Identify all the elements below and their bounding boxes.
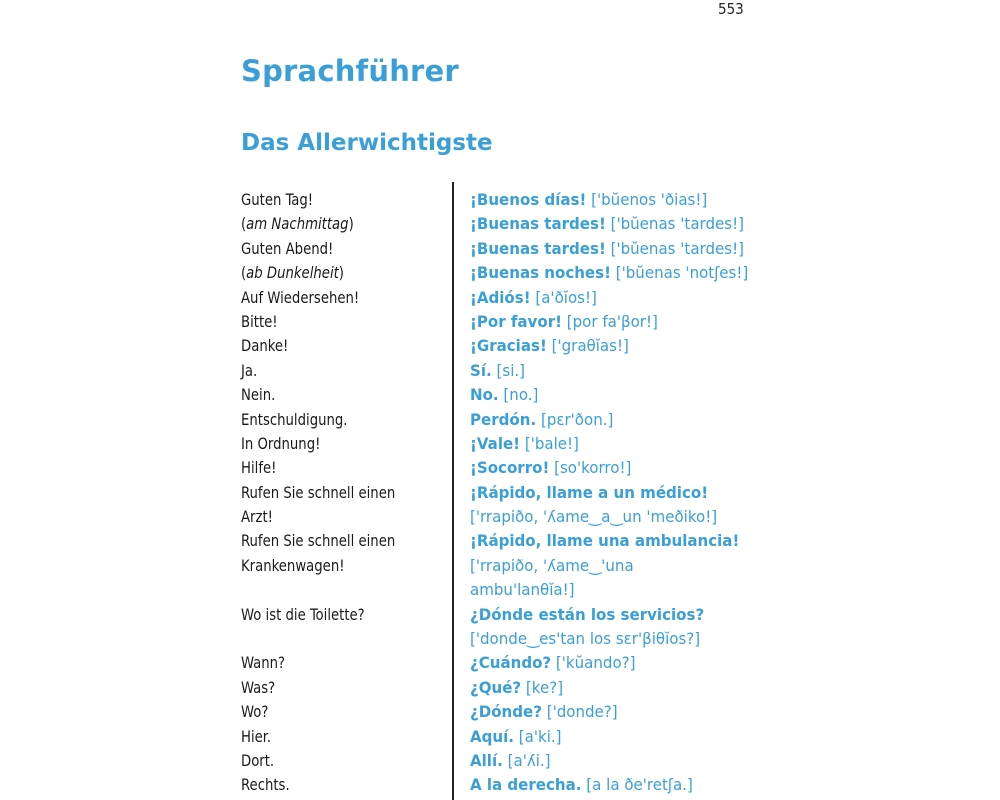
pronunciation: ['bŭenas 'tardes!] [605, 214, 744, 234]
german-phrase: In Ordnung! [241, 433, 321, 453]
spanish-phrase [470, 456, 940, 480]
spanish-translation: A la derecha. [470, 775, 582, 795]
german-phrase: Entschuldigung. [241, 409, 348, 429]
german-note-paren: ( [241, 263, 247, 283]
spanish-phrase [470, 603, 940, 627]
spanish-phrase [470, 773, 940, 797]
spanish-phrase [470, 725, 940, 749]
column-divider [452, 182, 454, 800]
pronunciation: [a la ðe'retʃa.] [581, 775, 693, 795]
pronunciation: [a'ki.] [513, 726, 562, 746]
spanish-translation: ¡Gracias! [470, 336, 547, 356]
pronunciation: [a'ʎi.] [502, 750, 551, 770]
spanish-translation: ¡Adiós! [470, 287, 531, 307]
german-phrase [241, 578, 430, 602]
spanish-translation: ¡Por favor! [470, 311, 562, 331]
spanish-translation: Allí. [470, 750, 503, 770]
german-phrase: Dort. [241, 750, 275, 770]
german-phrase: Wann? [241, 653, 286, 673]
spanish-translation: ¡Socorro! [470, 458, 550, 478]
spanish-phrase [470, 578, 940, 602]
spanish-phrase [470, 554, 940, 578]
pronunciation: [si.] [491, 360, 526, 380]
pronunciation: [ke?] [521, 677, 564, 697]
spanish-phrase [470, 286, 940, 310]
spanish-phrase [470, 529, 940, 553]
pronunciation: ['kŭando?] [551, 653, 636, 673]
pronunciation: ['graθĭas!] [546, 336, 629, 356]
pronunciation: ambu'lanθĭa!] [470, 580, 575, 600]
spanish-phrase [470, 237, 940, 261]
german-phrase: Bitte! [241, 311, 278, 331]
spanish-phrase [470, 700, 940, 724]
pronunciation: ['bŭenas 'notʃes!] [610, 263, 749, 283]
spanish-phrase [470, 432, 940, 456]
spanish-column [470, 188, 940, 798]
spanish-phrase [470, 310, 940, 334]
german-note-paren: ) [338, 263, 344, 283]
german-phrase: Nein. [241, 385, 276, 405]
german-note: am Nachmittag [246, 214, 349, 234]
german-phrase: Krankenwagen! [241, 555, 345, 575]
spanish-translation: ¿Cuándo? [470, 653, 552, 673]
spanish-translation: ¡Buenas tardes! [470, 214, 606, 234]
german-phrase: Was? [241, 677, 276, 697]
spanish-phrase [470, 749, 940, 773]
spanish-translation: ¡Rápido, llame a un médico! [470, 482, 709, 502]
spanish-phrase [470, 188, 940, 212]
spanish-phrase [470, 676, 940, 700]
pronunciation: ['bŭenas 'tardes!] [605, 238, 744, 258]
pronunciation: ['rrapiðo, 'ʎame‿a‿un 'meðiko!] [470, 507, 718, 527]
german-note-paren: ( [241, 214, 247, 234]
spanish-translation: ¡Vale! [470, 433, 521, 453]
german-phrase: Hilfe! [241, 458, 277, 478]
german-column [241, 188, 430, 798]
german-phrase: Wo ist die Toilette? [241, 604, 365, 624]
spanish-phrase [470, 505, 940, 529]
pronunciation: [pɛr'ðon.] [536, 409, 614, 429]
pronunciation: [so'korro!] [549, 458, 632, 478]
spanish-phrase [470, 627, 940, 651]
spanish-translation: Aquí. [470, 726, 514, 746]
german-note: ab Dunkelheit [246, 263, 339, 283]
spanish-translation: Perdón. [470, 409, 537, 429]
german-phrase [241, 212, 430, 236]
german-phrase [241, 261, 430, 285]
spanish-phrase [470, 261, 940, 285]
german-phrase: Danke! [241, 336, 289, 356]
section-heading: Das Allerwichtigste [241, 130, 493, 156]
spanish-phrase [470, 359, 940, 383]
pronunciation: [a'ðĭos!] [530, 287, 597, 307]
page-title: Sprachführer [241, 54, 459, 88]
pronunciation: ['bale!] [520, 433, 579, 453]
spanish-phrase [470, 481, 940, 505]
german-phrase: Wo? [241, 702, 269, 722]
spanish-translation: No. [470, 385, 499, 405]
spanish-translation: ¿Qué? [470, 677, 522, 697]
spanish-phrase [470, 651, 940, 675]
spanish-translation: ¿Dónde están los servicios? [470, 604, 705, 624]
german-phrase: Guten Abend! [241, 238, 334, 258]
pronunciation: ['donde‿es'tan los sɛr'βiθĭos?] [470, 629, 701, 649]
spanish-translation: Sí. [470, 360, 492, 380]
page-number: 553 [718, 0, 744, 18]
pronunciation: ['bŭenos 'ðias!] [586, 190, 708, 209]
spanish-phrase [470, 383, 940, 407]
german-phrase: Arzt! [241, 507, 273, 527]
spanish-translation: ¿Dónde? [470, 702, 542, 722]
german-phrase: Rechts. [241, 775, 290, 795]
spanish-phrase [470, 334, 940, 358]
spanish-translation: ¡Rápido, llame una ambulancia! [470, 531, 740, 551]
pronunciation: [no.] [498, 385, 539, 405]
pronunciation: [por fa'βor!] [561, 311, 658, 331]
spanish-translation: ¡Buenas noches! [470, 263, 611, 283]
pronunciation: ['donde?] [541, 702, 618, 722]
spanish-phrase [470, 408, 940, 432]
german-note-paren: ) [348, 214, 354, 234]
german-phrase: Guten Tag! [241, 190, 314, 209]
german-phrase: Rufen Sie schnell einen [241, 531, 396, 551]
german-phrase: Rufen Sie schnell einen [241, 482, 396, 502]
german-phrase: Ja. [241, 360, 258, 380]
german-phrase: Auf Wiedersehen! [241, 287, 360, 307]
spanish-translation: ¡Buenas tardes! [470, 238, 606, 258]
pronunciation: ['rrapiðo, 'ʎame‿'una [470, 555, 634, 575]
german-phrase [241, 627, 430, 651]
spanish-translation: ¡Buenos días! [470, 190, 587, 209]
spanish-phrase [470, 212, 940, 236]
german-phrase: Hier. [241, 726, 272, 746]
